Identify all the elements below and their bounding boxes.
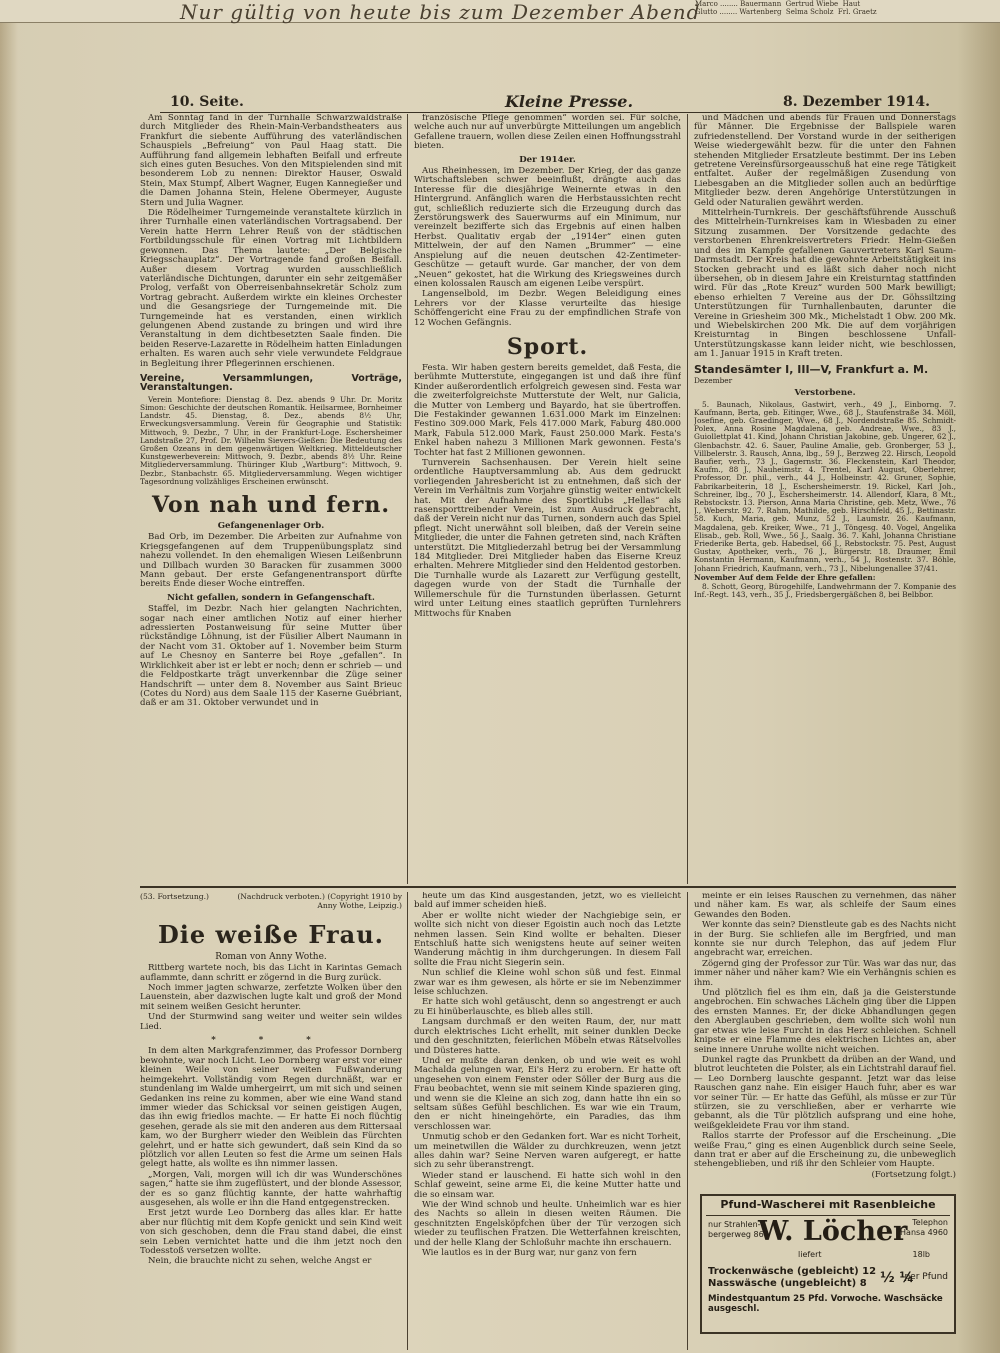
ad-telephone: Telephon Hansa 4960	[900, 1218, 948, 1237]
continuation-note: (Fortsetzung folgt.)	[871, 1169, 956, 1180]
installment-number: (53. Fortsetzung.)	[140, 892, 210, 901]
novel-paragraph: Erst jetzt wurde Leo Dornberg das alles klar. Er hatte aber nur flüchtig mit dem Kopfe genickt und sein Kind weit von sich geschoben, denn die Frau stand dabei, die einst sein Leben vernichtet hatte und die ihm jetzt noch den Todesstoß versetzen wollte.	[140, 1208, 402, 1256]
novel-paragraph: Wie der Wind schnob und heulte. Unheimlich war es hier des Nachts so allein in diesen weiten Räumen. Die geschnitzten Engelsköpfchen über der Tür verzogen sich wieder zu teuflischen Fratzen. Die Wetterfahnen kreischten, und der helle Klang der Schloßuhr machte ihn erschauern.	[414, 1200, 681, 1248]
page-shadow-left	[0, 0, 18, 1353]
column-1	[140, 114, 402, 884]
novel-author: Roman von Anny Wothe.	[215, 951, 327, 962]
novel-paragraph: Aber er wollte nicht wieder der Nachgiebige sein, er wollte sich nicht von dieser Egoistin auch noch das Letzte nehmen lassen. Sein Kind wollte er behalten. Dieser Entschluß hatte sich wenigstens heute auf seiner weiten Wanderung mächtig in ihm durchgerungen. In diesem Fall sollte die Frau nicht Siegerin sein.	[414, 910, 681, 968]
feuilleton-column-2	[414, 892, 681, 1350]
feuilleton-separator	[140, 886, 956, 888]
novel-paragraph: Er hatte sich wohl getäuscht, denn so angestrengt er auch zu Ei hinüberlauschte, es blieb alles still.	[414, 997, 681, 1017]
feuilleton-meta	[140, 892, 402, 911]
article-subheading: Nicht gefallen, sondern in Gefangenschaft.	[167, 592, 375, 603]
section-heading-standesaemter: Standesämter I, III—V, Frankfurt a. M.	[694, 362, 929, 376]
event-listing: Verein Montefiore: Dienstag 8. Dez. abends 9 Uhr. Dr. Moritz Simon: Geschichte der deutschen Romantik. Heilsarmee, Bornheimer Landstr. 45. Dienstag, 8. Dez., abends 8½ Uhr, Erweckungsversammlung. Verein für Geographie und Statistik: Mittwoch, 9. Dezbr., 7 Uhr, in der Frankfurt-Loge. Eschersheimer Landstraße 27, Prof. Dr. Wilhelm Sievers-Gießen: Die Bedeutung des Großen Ozeans in dem gegenwärtigen Weltkrieg. Mitteldeutscher Kunstgewerbeverein: Mittwoch, 9. Dezbr., abends 8½ Uhr. Reine Mitgliederversammlung. Thüringer Klub „Wartburg“: Mittwoch, 9. Dezbr., Stanbachstr. 65. Mitgliederversammlung. Wegen wichtiger Tagesordnung vollzähliges Erscheinen erwünscht.	[140, 394, 402, 486]
previous-page-strip	[0, 0, 1000, 23]
novel-paragraph: Wer konnte das sein? Dienstleute gab es des Nachts nicht in der Burg. Sie schliefen alle im Bergfried, und man konnte sie nur durch Telephon, das auf jedem Flur angebracht war, erreichen.	[694, 920, 956, 959]
ad-title: Pfund-Wascherei mit Rasenbleiche	[720, 1198, 936, 1211]
section-heading-von-nah-und-fern: Von nah und fern.	[151, 492, 391, 519]
cropped-cast-list: Marco ........ Bauermann Gertrud Wiebe Haut Glutto ........ Wartenberg Selma Scholz Frl. Graetz	[695, 0, 877, 16]
ad-dry-laundry: Trockenwäsche (gebleicht) 12	[708, 1266, 877, 1277]
novel-paragraph: Und der Sturmwind sang weiter und weiter sein wildes Lied.	[140, 1012, 402, 1032]
ad-number: 18lb	[912, 1250, 930, 1259]
death-register-list: 5. Baunach, Nikolaus, Gastwirt, verh., 49 J., Einborng. 7. Kaufmann, Berta, geb. Eitinger, Wwe., 68 J., Staufenstraße 34. Möll, Josefine, geb. Graedinger, Wwe., 68 J., Nordendstraße 85. Schmidt-Polex, Anna Rosine Magdalena, geb. Andreae, Wwe., 83 J., Guiollettplat 41. Kind, Johann Christian Jakobine, geb. Ungerer, 62 J., Glenbachstr. 42. 6. Sauer, Pauline Amalie, geb. Gronberger, 53 J., Villbelerstr. 3. Rausch, Anna, lbg., 59 J., Berzweg 22. Hirsch, Leopold Baufier, verh., 73 J., Gagernstr. 36. Fleckenstein, Karl Theodor, Kaufm., 88 J., Nauheimstr. 4. Trentel, Karl August, Oberlehrer, Professor, Dr. phil., verh., 44 J., Holbeinstr. 42. Gruner, Sophie, Fabrikarbeiterin, 18 J., Eschersheimerstr. 19. Rickel, Karl Joh., Schreiner, lbg., 70 J., Eschersheimerstr. 14. Allendorf, Klara, 8 Mt., Rebstockstr. 13. Pierson, Anna Maria Christine, geb. Metz, Wwe., 76 J., Weberstr. 92. 7. Rahm, Mathilde, geb. Hirschfeld, 45 J., Bettinastr. 58. Kuch, Maria, geb. Munz, 52 J., Laumstr. 26. Kaufmann, Magdalena, geb. Kreiker, Wwe., 71 J., Töngesg. 40. Vogel, Angelika Elisab., geb. Roll, Wwe., 56 J., Saalg. 36. 7. Kahl, Johanna Christiane Friederike Berta, geb. Habedsel, 66 J., Rebstockstr. 75. Pest, August Gustav, Apotheker, verh., 76 J., Bürgerstr. 18. Draumer, Emil Konstantin Hermann, Kaufmann, verh., 54 J., Rostenstr. 37. Böhle, Johann Friedrich, Kaufmann, verh., 73 J., Nibelungenallee 37/41.	[694, 399, 956, 573]
page-number: 10. Seite.	[170, 94, 244, 110]
article-paragraph: Aus Rheinhessen, im Dezember. Der Krieg, der das ganze Wirtschaftsleben schwer beeinflußt, drängte auch das Interesse für die diesjährige Weinernte etwas in den Hintergrund. Anfänglich waren die Herbstaussichten recht gut, schließlich reduzierte sich die Erzeugung durch das Zerstörungswerk des Sauerwurms auf ein Minimum, nur vereinzelt bezifferte sich das Ergebnis auf einen halben Herbst. Qualitativ ergab der „1914er“ einen guten Mittelwein, der auf den Namen „Brummer“ — eine Anspielung auf die neuen deutschen 42-Zentimeter-Geschütze — getauft wurde. Gar mancher, der von dem „Neuen“ gekostet, hat die Wirkung des Kriegsweines durch einen kolossalen Rausch am eigenen Leibe verspürt.	[414, 166, 681, 289]
section-heading-sport: Sport.	[506, 333, 589, 360]
article-paragraph: Staffel, im Dezbr. Nach hier gelangten Nachrichten, sogar nach einer amtlichen Notiz auf einer hierher adressierten Postanweisung für seine Mutter über rückständige Löhnung, ist der Füsilier Albert Naumann in der Nacht vom 31. Oktober auf 1. November beim Sturm auf Le Chesnoy en Santerre bei Roye „gefallen“. In Wirklichkeit aber ist er lebt er noch; denn er schrieb — und die Feldpostkarte trägt unverkennbar die Züge seiner Handschrift — unter dem 8. November aus Saint Brieuc (Cotes du Nord) aus dem Saale 115 der Kaserne Guébriant, daß er am 31. Oktober verwundet und in	[140, 604, 402, 709]
column-divider	[687, 114, 688, 884]
column-2	[414, 114, 681, 884]
paper-name: Kleine Presse.	[505, 92, 634, 111]
novel-paragraph: Noch immer jagten schwarze, zerfetzte Wolken über den Lauenstein, aber dazwischen lugte kalt und groß der Mond mit seinem weißen Gesicht herunter.	[140, 983, 402, 1012]
article-paragraph: Am Sonntag fand in der Turnhalle Schwarzwaldstraße durch Mitglieder des Rhein-Main-Verbandstheaters aus Frankfurt die siebente Aufführung des vaterländischen Schauspiels „Befreiung“ von Paul Haag statt. Die Aufführung fand allgemein lebhaften Beifall und erfreute sich eines guten Besuches. Von den Mitspielenden sind mit besonderem Lob zu nennen: Direktor Hauser, Oswald Stein, Max Stumpf, Albert Wagner, Eugen Kannegießer und die Damen Johanna Stein, Helene Obermeyer, Auguste Stern und Julia Wagner.	[140, 114, 402, 208]
feuilleton-column-1	[140, 892, 402, 1350]
page-shadow-right	[958, 0, 1000, 1353]
article-paragraph: Bad Orb, im Dezember. Die Arbeiten zur Aufnahme von Kriegsgefangenen auf dem Truppenübungsplatz sind nahezu vollendet. In den ehemaligen Wiesen Leißenbrunn und Dillbach wurden 30 Baracken für zusammen 3000 Mann gebaut. Der erste Gefangenentransport dürfte bereits Ende dieser Woche eintreffen.	[140, 532, 402, 590]
novel-paragraph: Dunkel ragte das Prunkbett da drüben an der Wand, und blutrot leuchteten die Polster, als ein Lichtstrahl darauf fiel. — Leo Dornberg lauschte gespannt. Jetzt war das leise Rauschen ganz nahe. Ein eisiger Hauch fuhr, aber es war vor seiner Tür. — Er hatte das Gefühl, als müsse er zur Tür stürzen, sie zu verschließen, aber er verharrte wie gebannt, als die Tür plötzlich aufsprang und eine hohe, weißgekleidete Frau vor ihm stand.	[694, 1054, 956, 1131]
column-divider	[407, 892, 408, 1350]
novel-paragraph: Und er mußte daran denken, ob und wie weit es wohl Machalda gelungen war, Ei's Herz zu erobern. Er hatte oft ungesehen von einem Fenster oder Söller der Burg aus die Frau beobachtet, wenn sie mit seinem Kinde spazieren ging, und wenn sie die Kleine an sich zog, dann hatte ihn ein so seltsam süßes Gefühl beschlichen. Es war wie ein Traum, den er nicht hineingehörte, ein Paradies, das ihm verschlossen war.	[414, 1055, 681, 1132]
deaths-subheading: Verstorbene.	[794, 388, 856, 399]
novel-paragraph: Und plötzlich fiel es ihm ein, daß ja die Geisterstunde angebrochen. Ein schwaches Lächeln ging über die Lippen des ernsten Mannes. Er, der dicke Abhandlungen gegen den Aberglauben geschrieben, dem wollte sich wohl nun gar etwas wie leise Furcht in das Herz schleichen. Schnell knipste er eine Flamme des elektrischen Lichtes an, aber seine innere Unruhe wollte nicht weichen.	[694, 988, 956, 1055]
column-3	[694, 114, 956, 884]
article-paragraph: Turnverein Sachsenhausen. Der Verein hielt seine ordentliche Hauptversammlung ab. Aus dem gedruckt vorliegenden Jahresbericht ist zu entnehmen, daß sich der Verein im Verhältnis zum Vorjahre günstig weiter entwickelt hat. Mit der Aufnahme des Sportklubs „Hellas“ als rasensporttreibender Verein, ist zum Ausdruck gebracht, daß der Verein nicht nur das Turnen, sondern auch das Spiel pflegt. Nicht unerwähnt soll bleiben, daß der Verein seine Mitglieder, die unter die Fahnen getreten sind, nach Kräften unterstützt. Die Mitgliederzahl betrug bei der Versammlung 184 Mitglieder. Drei Mitglieder haben das Eiserne Kreuz erhalten. Mehrere Mitglieder sind den Heldentod gestorben. Die Turnhalle wurde als Lazarett zur Verfügung gestellt, dagegen wurde von der Stadt die Turnhalle der Willemerschule für die Turnstunden überlassen. Geturnt wird unter Leitung eines staatlich geprüften Turnlehrers Mittwochs für Knaben	[414, 458, 681, 619]
month-label: Dezember	[694, 375, 733, 385]
article-paragraph: Mittelrhein-Turnkreis. Der geschäftsführende Ausschuß des Mittelrhein-Turnkreises kam in Wiesbaden zu einer Sitzung zusammen. Der Vorsitzende gedachte des verstorbenen Ehrenkreisvertreters Friedr. Helm-Gießen und des im Kampfe gefallenen Gauvertreters Karl Saum-Darmstadt. Der Kreis hat die gewohnte Arbeitstätigkeit ins Stocken gebracht und es läßt sich daher noch nicht übersehen, ob in diesem Jahre ein Kreisturntag stattfinden wird. Für das „Rote Kreuz“ wurden 500 Mark bewilligt; ebenso erhielten 7 Vereine aus der Dr. Göhssiltzing Unterstützungen für Turnhallenbauten, darunter die Vereine in Griesheim 300 Mk., Michelstadt 1 Obw. 200 Mk. und Wiebelskirchen 200 Mk. Die auf dem vorjährigen Kreisturntag in Bingen beschlossene Unfall-Unterstützungskasse kann leider nicht, wie beschlossen, am 1. Januar 1915 in Kraft treten.	[694, 208, 956, 360]
novel-title: Die weiße Frau.	[157, 919, 385, 949]
article-paragraph: französische Pflege genommen“ worden sei. Für solche, welche auch nur auf unverbürgte Mitteilungen um angeblich Gefallene trauern, wollen diese Zeilen einen Hoffnungsstrahl bieten.	[414, 114, 681, 152]
novel-paragraph: Nun schlief die Kleine wohl schon süß und fest. Einmal zwar war es ihm gewesen, als hörte er sie im Nebenzimmer leise schluchzen.	[414, 968, 681, 998]
fallen-entry: 8. Schott, Georg, Bürogehilfe, Landwehrmann der 7. Kompanie des Inf.-Regt. 143, verh., 35 J., Friedsbergergäßchen 8, bei Belbbor.	[694, 582, 956, 600]
column-divider	[407, 114, 408, 884]
ad-minimum: Mindestquantum 25 Pfd. Vorwoche. Waschsäcke ausgeschl.	[708, 1294, 943, 1314]
scene-break: * * *	[211, 1035, 331, 1046]
section-heading-vereine: Vereine, Versammlungen, Vorträge, Veranstaltungen.	[140, 372, 402, 394]
page-header	[160, 92, 940, 113]
ad-price-fractions: ½ ¼	[880, 1270, 914, 1286]
ad-address: nur Strahlen- bergerweg 86	[708, 1220, 764, 1239]
novel-paragraph: meinte er ein leises Rauschen zu vernehmen, das näher und näher kam. Es war, als schleife der Saum eines Gewandes den Boden.	[694, 892, 956, 920]
novel-paragraph: Wieder stand er lauschend. Ei hatte sich wohl in den Schlaf geweint, seine arme Ei, die keine Mutter hatte und die so einsam war.	[414, 1170, 681, 1200]
fallen-heading: November Auf dem Felde der Ehre gefallen:	[694, 572, 876, 582]
copyright-note: (Nachdruck verboten.) (Copyright 1910 by Anny Wothe, Leipzig.)	[237, 892, 402, 911]
novel-paragraph: Rallos starrte der Professor auf die Erscheinung. „Die weiße Frau,“ ging es einen Augenblick durch seine Seele, dann trat er aber auf die Erscheinung zu, die unbeweglich stehengeblieben, und riß ihr den Schleier vom Haupte.	[694, 1131, 956, 1170]
novel-paragraph: Langsam durchmaß er den weiten Raum, der, nur matt durch elektrisches Licht erhellt, mit seiner dunklen Decke und den geschnitzten, feierlichen Möbeln etwas Rätselvolles und Düsteres hatte.	[414, 1017, 681, 1056]
novel-paragraph: Nein, die brauchte nicht zu sehen, welche Angst er	[148, 1256, 372, 1267]
issue-date: 8. Dezember 1914.	[783, 94, 930, 110]
article-subheading: Der 1914er.	[519, 154, 576, 165]
article-paragraph: und Mädchen und abends für Frauen und Donnerstags für Männer. Die Ergebnisse der Ballspiele waren zufriedenstellend. Der Vorstand wurde in der seitherigen Weise wiedergewählt bezw. für die unter den Fahnen stehenden Mitglieder Ersatzleute bestimmt. Der ins Leben getretene Vereinsfürsorgeausschuß hat eine rege Tätigkeit entfaltet. Außer der regelmäßigen Zusendung von Liebesgaben an die Mitglieder sollen auch an bedürftige Mitglieder bezw. deren Angehörige Unterstützungen in Geld oder Naturalien gewährt werden.	[694, 114, 956, 208]
article-paragraph: Festa. Wir haben gestern bereits gemeldet, daß Festa, die berühmte Mutterstute, eingegangen ist und daß ihre fünf Kinder außerordentlich erfolgreich gewesen sind. Festa war die zweiterfolgreichste Mutterstute der Welt, nur Galicia, die Mutter von Lemberg und Bayardo, hat sie übertroffen. Die Festakinder gewannen 1.631.000 Mark im Einzelnen: Festino 309.000 Mark, Fels 417.000 Mark, Faburg 480.000 Mark, Fabula 512.000 Mark, Faust 250.000 Mark. Festa's Enkel haben nahezu 3 Millionen Mark gewonnen. Festa's Tochter hat fast 2 Millionen gewonnen.	[414, 362, 681, 458]
column-divider	[687, 892, 688, 1350]
novel-paragraph: Wie lautlos es in der Burg war, nur ganz von fern	[422, 1248, 637, 1259]
novel-paragraph: Unmutig schob er den Gedanken fort. War es nicht Torheit, um meinetwillen die Wälder zu durchkreuzen, wenn jetzt alles dahin war? Seine Nerven waren aufgeregt, er hatte sich zu sehr überanstrengt.	[414, 1132, 681, 1171]
novel-paragraph: heute um das Kind ausgestanden, jetzt, wo es vielleicht bald auf immer scheiden hieß.	[414, 892, 681, 911]
novel-paragraph: In dem alten Markgrafenzimmer, das Professor Dornberg bewohnte, war noch Licht. Leo Dornberg war erst vor einer kleinen Weile von seiner weiten Fußwanderung heimgekehrt. Vollständig vom Regen durchnäßt, war er stundenlang im Walde umhergeirrt, um mit sich und seinen Gedanken ins reine zu kommen, aber wie eine Wand stand immer wieder das Schicksal vor seinen geistigen Augen, das ihn ewig friedlos machte. — Er hatte Ei noch flüchtig gesehen, gerade als sie mit den anderen aus dem Rittersaal kam, wo der Burgherr wieder den Weiblein das Fürchten gelehrt, und er hatte sich gewundert, daß sein Kind da so plötzlich vor allen Leuten so fest die Arme um seinen Hals gelegt hatte, als wollte es ihn nimmer lassen.	[140, 1046, 402, 1170]
article-paragraph: Die Rödelheimer Turngemeinde veranstaltete kürzlich in ihrer Turnhalle einen vaterländischen Vortragsabend. Der Verein hatte Herrn Lehrer Reuß von der städtischen Fortbildungsschule für einen Vortrag mit Lichtbildern gewonnen. Das Thema lautete: „Der Belgische Kriegsschauplatz“. Der Vortragende fand großen Beifall. Außer diesem Vortrag wurden ausschließlich vaterländische Dichtungen, darunter ein sehr zeitgemäßer Prolog, verfaßt von Oberreisenbahnsekretär Scholz zum Vortrag gebracht. Außerdem wirkte ein kleines Orchester und die Gesangsriege der Turngemeinde mit. Die Turngemeinde hat es verstanden, einen wirklich gelungenen Abend zustande zu bringen und wird ihre Veranstaltung in dem dichtbesetzten Saale finden. Die beiden Reserve-Lazarette in Rödelheim hatten Einladungen erhalten. Es waren auch sehr viele verwundete Feldgraue in Begleitung ihrer Pflegerinnen erschienen.	[140, 208, 402, 369]
article-subheading: Gefangenenlager Orb.	[217, 521, 325, 532]
ad-company-name: W. Löcher	[758, 1216, 908, 1247]
cropped-heading: Nur gültig von heute bis zum Dezember Abend	[180, 0, 701, 24]
novel-paragraph: „Morgen, Vali, morgen will ich dir was Wunderschönes sagen,“ hatte sie ihm zugeflüstert, und der blonde Assessor, der es so ganz flüchtig kannte, der hatte wahrhaftig ausgesehen, als wolle er ihn die Hand entgegenstrecken.	[140, 1169, 402, 1208]
ad-per-pound: per Pfund	[904, 1272, 948, 1282]
ad-delivers: liefert	[798, 1250, 822, 1259]
article-paragraph: Langenselbold, im Dezbr. Wegen Beleidigung eines Lehrers vor der Klasse verurteilte das hiesige Schöffengericht eine Frau zu der empfindlichen Strafe von 12 Wochen Gefängnis.	[414, 289, 681, 328]
ad-wet-laundry: Nasswäsche (ungebleicht) 8	[708, 1278, 867, 1289]
feuilleton-column-3	[694, 892, 956, 1192]
novel-paragraph: Rittberg wartete noch, bis das Licht in Karintas Gemach auflammte, dann schritt er zögernd in die Burg zurück.	[140, 963, 402, 983]
laundry-advertisement	[700, 1194, 956, 1334]
novel-paragraph: Zögernd ging der Professor zur Tür. Was war das nur, das immer näher und näher kam? Wie ein Verhängnis schien es ihm.	[694, 958, 956, 988]
